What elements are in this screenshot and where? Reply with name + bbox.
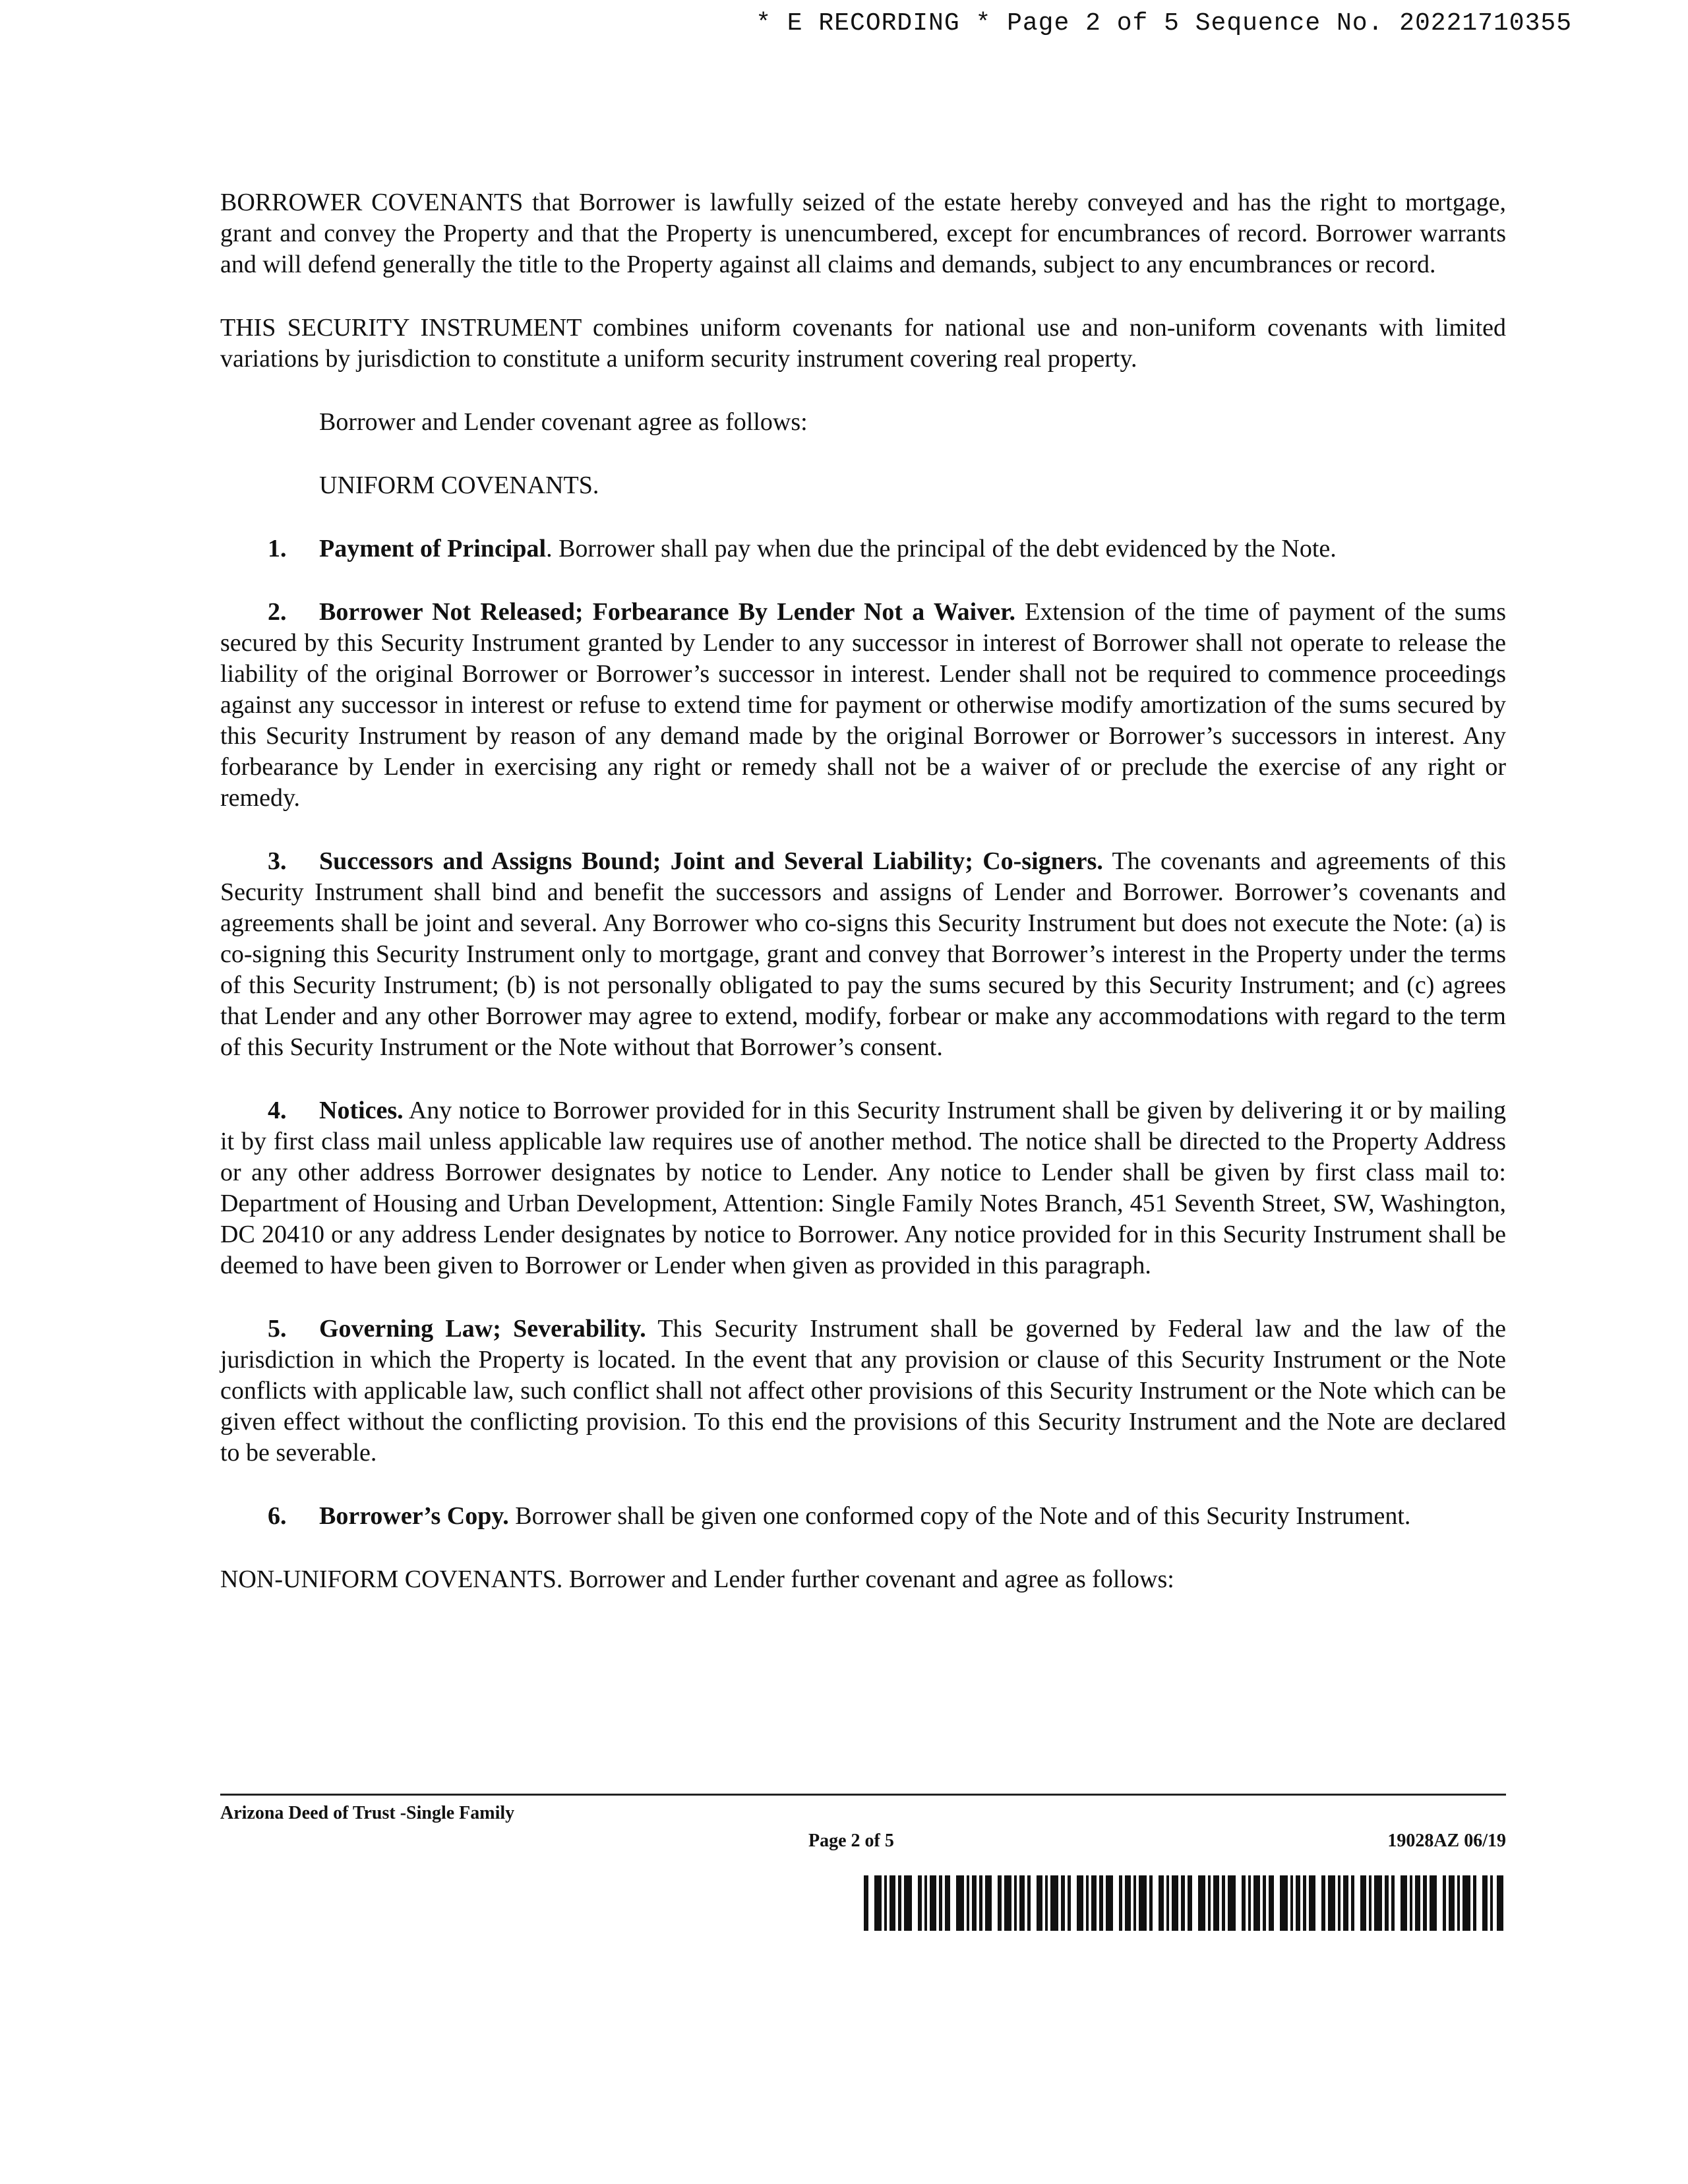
- covenant-number: 1.: [268, 535, 287, 562]
- document-body: [220, 187, 1506, 1627]
- covenant-title: Borrower Not Released; Forbearance By Lender Not a Waiver.: [319, 598, 1015, 626]
- covenant-text: . Borrower shall pay when due the principal of the debt evidenced by the Note.: [546, 535, 1337, 562]
- covenant-paragraph: [220, 1314, 1506, 1469]
- covenant-text: This Security Instrument shall be governed by Federal law and the law of the jurisdiction in which the Property is located. In the event that any provision or clause of this Security Instrument or the Note conflicts with applicable law, such conflict shall not affect other provisions of this Security Instrument or the Note which can be given effect without the conflicting provision. To this end the provisions of this Security Instrument and the Note are declared to be severable.: [220, 1315, 1506, 1467]
- covenant-title: Notices.: [319, 1097, 404, 1124]
- agree-line: Borrower and Lender covenant agree as follows:: [319, 408, 808, 436]
- covenant-paragraph: [220, 846, 1506, 1063]
- footer-page-number: Page 2 of 5: [808, 1831, 894, 1851]
- covenant-paragraph: [220, 597, 1506, 814]
- footer-form-title: Arizona Deed of Trust -Single Family: [220, 1803, 515, 1823]
- covenant-paragraph: [220, 533, 1506, 564]
- covenant-title: Successors and Assigns Bound; Joint and Several Liability; Co-signers.: [319, 847, 1103, 875]
- covenant-number: 3.: [268, 847, 287, 875]
- uniform-covenants-heading: UNIFORM COVENANTS.: [319, 471, 599, 499]
- non-uniform-covenants-line: NON-UNIFORM COVENANTS. Borrower and Lender further covenant and agree as follows:: [220, 1565, 1174, 1593]
- covenant-number: 4.: [268, 1097, 287, 1124]
- recording-header: * E RECORDING * Page 2 of 5 Sequence No. 20221710355: [756, 9, 1572, 38]
- covenant-text: Borrower shall be given one conformed copy of the Note and of this Security Instrument.: [508, 1502, 1411, 1530]
- footer-form-code: 19028AZ 06/19: [1387, 1831, 1506, 1851]
- footer-divider: [220, 1794, 1506, 1796]
- covenant-title: Governing Law; Severability.: [319, 1315, 646, 1343]
- covenant-title: Borrower’s Copy.: [319, 1502, 509, 1530]
- security-instrument-paragraph: THIS SECURITY INSTRUMENT combines uniform covenants for national use and non-uniform covenants with limited variations by jurisdiction to constitute a uniform security instrument covering real property.: [220, 314, 1506, 373]
- covenant-title: Payment of Principal: [319, 535, 547, 562]
- barcode-icon: [864, 1875, 1506, 1931]
- covenant-text: Extension of the time of payment of the sums secured by this Security Instrument granted by Lender to any successor in interest of Borrower shall not operate to release the liability of the original Borrower or Borrower’s successor in interest. Lender shall not be required to commence proceedings against any successor in interest or refuse to extend time for payment or otherwise modify amortization of the sums secured by this Security Instrument by reason of any demand made by the original Borrower or Borrower’s successors in interest. Any forbearance by Lender in exercising any right or remedy shall not be a waiver of or preclude the exercise of any right or remedy.: [220, 598, 1507, 812]
- covenant-paragraph: [220, 1095, 1506, 1281]
- covenant-number: 5.: [268, 1315, 287, 1343]
- borrower-covenants-paragraph: BORROWER COVENANTS that Borrower is lawfully seized of the estate hereby conveyed and has the right to mortgage, grant and convey the Property and that the Property is unencumbered, except for encumbrances of record. Borrower warrants and will defend generally the title to the Property against all claims and demands, subject to any encumbrances or record.: [220, 189, 1506, 278]
- covenant-number: 6.: [268, 1502, 287, 1530]
- covenant-text: Any notice to Borrower provided for in this Security Instrument shall be given by delivering it or by mailing it by first class mail unless applicable law requires use of another method. The notice shall be directed to the Property Address or any other address Borrower designates by notice to Lender. Any notice to Lender shall be given by first class mail to: Department of Housing and Urban Development, Attention: Single Family Notes Branch, 451 Seventh Street, SW, Washington, DC 20410 or any address Lender designates by notice to Borrower. Any notice provided for in this Security Instrument shall be deemed to have been given to Borrower or Lender when given as provided in this paragraph.: [220, 1097, 1506, 1279]
- covenant-text: The covenants and agreements of this Security Instrument shall bind and benefit the successors and assigns of Lender and Borrower. Borrower’s covenants and agreements shall be joint and several. Any Borrower who co-signs this Security Instrument but does not execute the Note: (a) is co-signing this Security Instrument only to mortgage, grant and convey that Borrower’s interest in the Property under the terms of this Security Instrument; (b) is not personally obligated to pay the sums secured by this Security Instrument; and (c) agrees that Lender and any other Borrower may agree to extend, modify, forbear or make any accommodations with regard to the term of this Security Instrument or the Note without that Borrower’s consent.: [220, 847, 1506, 1061]
- covenant-number: 2.: [268, 598, 287, 626]
- covenant-paragraph: [220, 1501, 1506, 1532]
